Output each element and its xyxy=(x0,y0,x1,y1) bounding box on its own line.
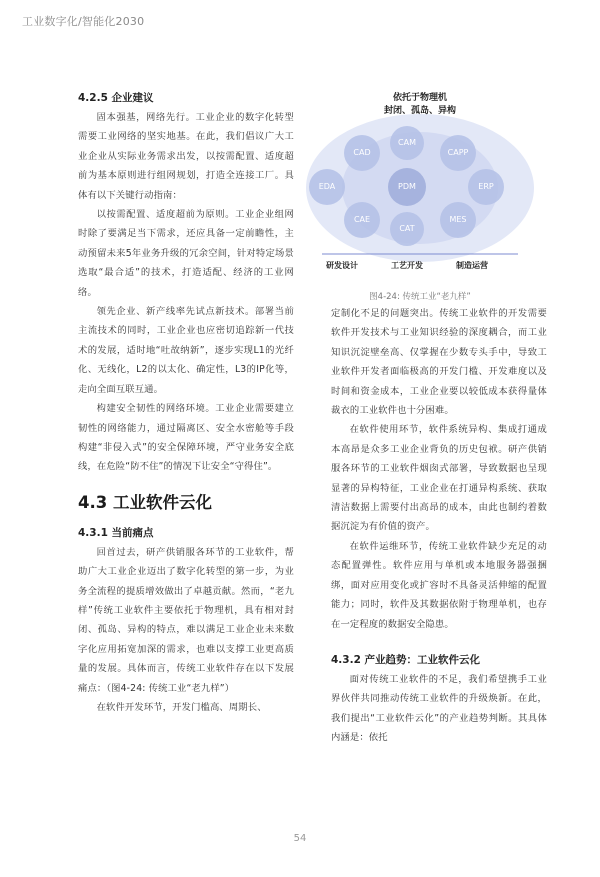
paragraph: 构建安全韧性的网络环境。工业企业需要建立韧性的网络能力，通过隔离区、安全水密舱等手段构建“非侵入式”的安全保障环境，严守业务安全底线，在危险“防不住”的情况下让安全“守得住”。 xyxy=(78,403,294,473)
paragraph: 在软件使用环节，软件系统异构、集成打通成本高昂是众多工业企业背负的历史包袱。研产供销服各环节的工业软件烟囱式部署，导致数据也呈现显著的异构特征，工业企业在打通异构系统、获取清洁数据上需要付出高昂的成本，由此也制约着数据沉淀为有价值的资产。 xyxy=(331,424,547,533)
right-column xyxy=(331,304,547,748)
paragraph: 在软件开发环节，开发门槛高、周期长、 xyxy=(96,701,267,713)
stage-process-dev: 工艺开发 xyxy=(391,261,423,270)
section-4-3-2-heading: 4.3.2 产业趋势：工业软件云化 xyxy=(331,653,481,666)
figure-title-line2: 封闭、孤岛、异构 xyxy=(383,106,456,116)
paragraph: 面对传统工业软件的不足，我们希望携手工业界伙伴共同推动传统工业软件的升级焕新。在此，我们提出“工业软件云化”的产业趋势判断。其具体内涵是：依托 xyxy=(331,673,547,744)
figure-diagram xyxy=(300,90,540,305)
node-cat: CAT xyxy=(399,224,415,233)
node-eda: EDA xyxy=(318,182,336,191)
left-column xyxy=(78,88,294,717)
figure-title-line1: 依托于物理机 xyxy=(392,93,447,103)
section-4-3-1-heading: 4.3.1 当前痛点 xyxy=(78,526,154,539)
node-cam: CAM xyxy=(398,138,416,147)
node-capp: CAPP xyxy=(447,148,469,157)
node-cae: CAE xyxy=(353,215,371,224)
node-pdm: PDM xyxy=(398,182,416,191)
node-mes: MES xyxy=(449,215,467,224)
paragraph: 领先企业、新产线率先试点新技术。部署当前主流技术的同时，工业企业也应密切追踪新一代技术的发展，适时地“吐故纳新”，逐步实现L1的光纤化、无线化，L2的以太化、确定性，L3的IP化等，走向全面互联互通。 xyxy=(78,306,294,395)
running-header: 工业数字化/智能化2030 xyxy=(22,15,145,28)
paragraph: 在软件运维环节，传统工业软件缺少充足的动态配置弹性。软件应用与单机或本地服务器强捆绑，面对应用变化或扩容时不具备灵活伸缩的配置能力；同时，软件及其数据依附于物理单机，也存在一定程度的数据安全隐患。 xyxy=(331,540,547,630)
figure-traditional-software xyxy=(300,90,540,305)
paragraph: 定制化不足的问题突出。传统工业软件的开发需要软件开发技术与工业知识经验的深度耦合，而工业知识沉淀壁垒高、仅掌握在少数专头手中，导致工业软件开发者面临极高的开发门槛、开发难度以及时间和资金成本，工业企业要以较低成本获得量体裁衣的工业软件也十分困难。 xyxy=(331,308,547,417)
page-number: 54 xyxy=(293,833,307,844)
paragraph: 固本强基，网络先行。工业企业的数字化转型需要工业网络的坚实地基。在此，我们倡议广大工业企业从实际业务需求出发，以按需配置、适度超前为基本原则进行组网规划，打造全连接工厂。具体有以下关键行动指南： xyxy=(78,112,294,201)
stage-manufacturing-ops: 制造运营 xyxy=(456,261,488,270)
stage-rd-design: 研发设计 xyxy=(326,261,358,270)
node-erp: ERP xyxy=(478,182,494,191)
figure-caption: 图4-24: 传统工业“老九样” xyxy=(369,292,471,302)
paragraph: 以按需配置、适度超前为原则。工业企业组网时除了要满足当下需求，还应具备一定前瞻性，主动预留未来5年业务升级的冗余空间，针对特定场景选取“最合适”的技术，打造适配、经济的工业网络。 xyxy=(78,209,294,298)
section-4-3-heading: 4.3 工业软件云化 xyxy=(78,492,212,512)
paragraph: 回首过去，研产供销服各环节的工业软件，帮助广大工业企业迈出了数字化转型的第一步，为业务全流程的提质增效做出了卓越贡献。然而，“老九样”传统工业软件主要依托于物理机，具有相对封闭、孤岛、异构的特点，难以满足工业企业未来数字化应用拓宽加深的需求，也难以支撑工业更高质量的发展。具体而言，传统工业软件存在以下发展痛点：（图4-24: 传统工业“老九样”） xyxy=(78,546,294,694)
node-cad: CAD xyxy=(353,148,371,157)
section-4-2-5-heading: 4.2.5 企业建议 xyxy=(78,92,154,104)
